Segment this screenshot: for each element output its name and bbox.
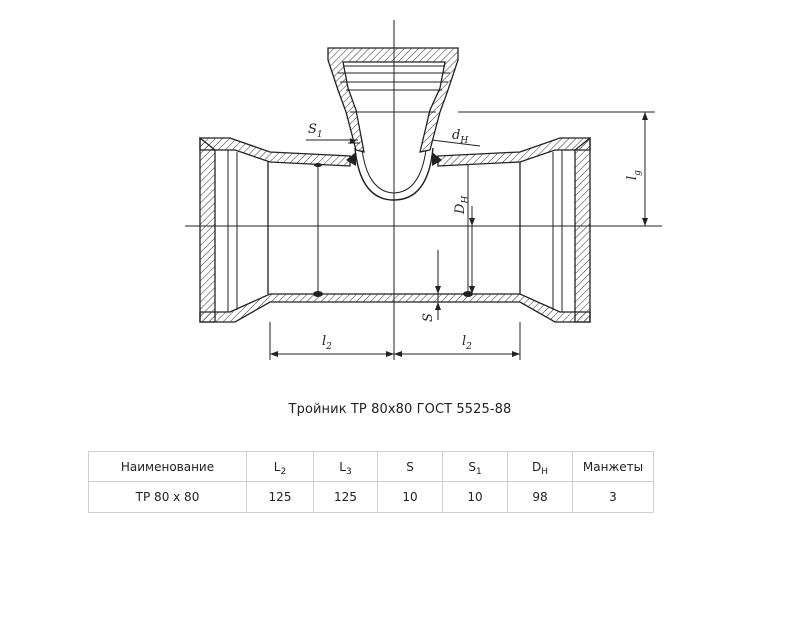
header-dh: $D_H$ — [508, 452, 573, 482]
cell-l2: 125 — [247, 482, 314, 513]
header-l2: $L_2$ — [247, 452, 314, 482]
right-socket — [575, 138, 590, 322]
header-name: Наименование — [89, 452, 247, 482]
caption: Тройник ТР 80х80 ГОСТ 5525-88 — [288, 402, 512, 417]
cell-dh: 98 — [508, 482, 573, 513]
dn-label: $d_H$ — [452, 128, 469, 146]
left-socket — [200, 138, 215, 322]
cell-name: ТР 80 х 80 — [89, 482, 247, 513]
cell-l3: 125 — [314, 482, 378, 513]
header-l3: $L_3$ — [314, 452, 378, 482]
spec-table — [88, 451, 654, 513]
lg-label: $l_g$ — [625, 170, 643, 180]
upper-wall-left — [200, 138, 350, 166]
table-row — [89, 482, 654, 513]
header-s1: $S_1$ — [443, 452, 508, 482]
table-header-row — [89, 452, 654, 482]
s1-label: $S_1$ — [308, 122, 323, 140]
l2-left-label: $l_2$ — [322, 334, 332, 352]
cell-s: 10 — [378, 482, 443, 513]
lower-wall — [200, 294, 590, 322]
branch-socket — [328, 48, 458, 152]
l2-right-label: $l_2$ — [462, 334, 472, 352]
cell-s1: 10 — [443, 482, 508, 513]
header-s: S — [378, 452, 443, 482]
s-label: S — [421, 313, 436, 322]
cell-cuffs: 3 — [573, 482, 654, 513]
header-cuffs: Манжеты — [573, 452, 654, 482]
dh-label: $D_H$ — [453, 195, 471, 214]
